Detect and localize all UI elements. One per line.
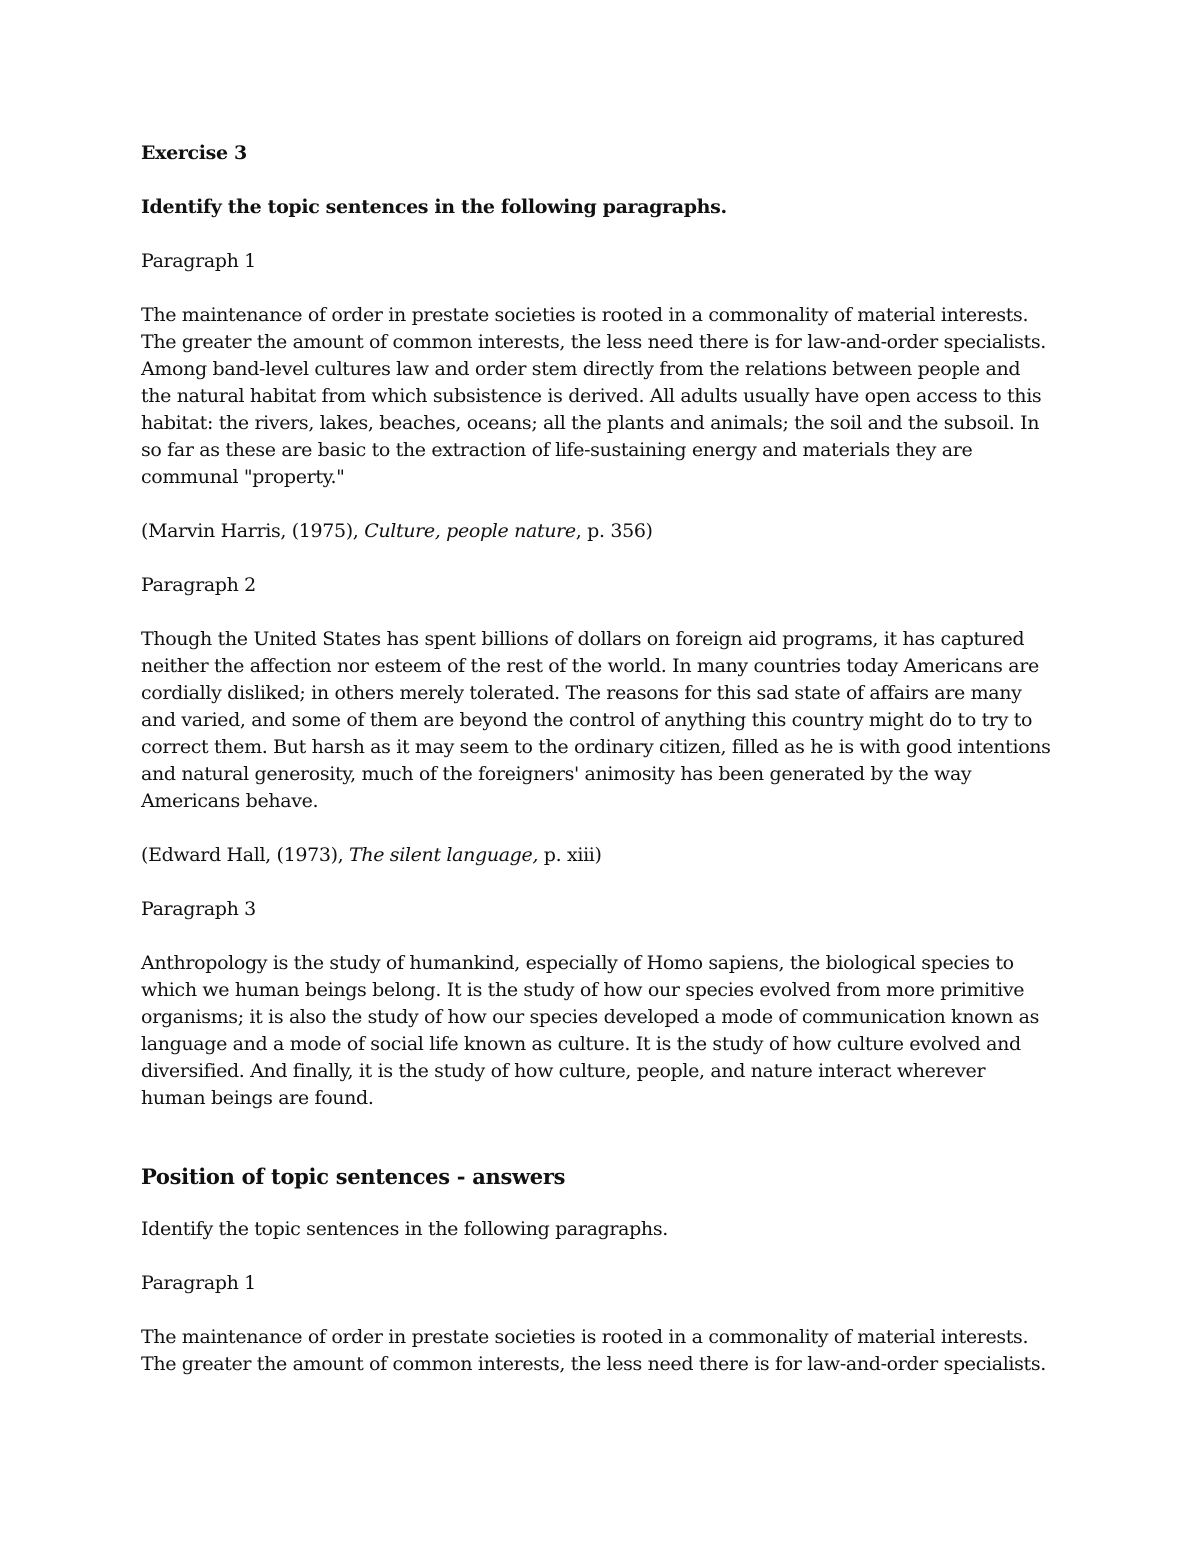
citation-author: (Marvin Harris, (1975), [141, 520, 365, 542]
text-line: habitat: the rivers, lakes, beaches, oceans; all the plants and animals; the soil and the subsoil. In [141, 412, 1040, 434]
text-line: The greater the amount of common interests, the less need there is for law-and-order specialists. [141, 1353, 1046, 1375]
text-line: The maintenance of order in prestate societies is rooted in a commonality of material interests. [141, 304, 1029, 326]
text-line: Though the United States has spent billions of dollars on foreign aid programs, it has captured [141, 628, 1025, 650]
answers-paragraph-text [141, 1324, 1071, 1378]
text-line: Americans behave. [141, 790, 319, 812]
text-line: so far as these are basic to the extraction of life-sustaining energy and materials they are [141, 439, 973, 461]
citation-page: , p. 356) [575, 520, 653, 542]
text-line: communal "property." [141, 466, 345, 488]
document-page [141, 140, 1071, 1405]
paragraph-2-label: Paragraph 2 [141, 574, 256, 596]
answers-instruction: Identify the topic sentences in the following paragraphs. [141, 1218, 668, 1240]
text-line: and natural generosity, much of the foreigners' animosity has been generated by the way [141, 763, 972, 785]
text-line: cordially disliked; in others merely tolerated. The reasons for this sad state of affairs are many [141, 682, 1022, 704]
paragraph-3-label: Paragraph 3 [141, 898, 256, 920]
text-line: The maintenance of order in prestate societies is rooted in a commonality of material interests. [141, 1326, 1029, 1348]
exercise-instruction: Identify the topic sentences in the following paragraphs. [141, 196, 727, 218]
text-line: the natural habitat from which subsistence is derived. All adults usually have open access to this [141, 385, 1042, 407]
answers-heading: Position of topic sentences - answers [141, 1164, 566, 1189]
text-line: diversified. And finally, it is the study of how culture, people, and nature interact wherever [141, 1060, 986, 1082]
text-line: language and a mode of social life known as culture. It is the study of how culture evolved and [141, 1033, 1021, 1055]
paragraph-2-text [141, 626, 1071, 815]
paragraph-2-citation [141, 842, 1071, 869]
paragraph-1-citation [141, 518, 1071, 545]
text-line: which we human beings belong. It is the study of how our species evolved from more primitive [141, 979, 1025, 1001]
text-line: correct them. But harsh as it may seem to the ordinary citizen, filled as he is with good intentions [141, 736, 1051, 758]
text-line: The greater the amount of common interests, the less need there is for law-and-order specialists. [141, 331, 1046, 353]
text-line: Among band-level cultures law and order stem directly from the relations between people and [141, 358, 1021, 380]
citation-author: (Edward Hall, (1973), [141, 844, 350, 866]
answers-paragraph-label: Paragraph 1 [141, 1272, 256, 1294]
paragraph-3-text [141, 950, 1071, 1112]
text-line: neither the affection nor esteem of the rest of the world. In many countries today Americans are [141, 655, 1039, 677]
paragraph-1-text [141, 302, 1071, 491]
paragraph-1-label: Paragraph 1 [141, 250, 256, 272]
text-line: Anthropology is the study of humankind, especially of Homo sapiens, the biological species to [141, 952, 1014, 974]
text-line: and varied, and some of them are beyond the control of anything this country might do to try to [141, 709, 1033, 731]
citation-page: p. xiii) [538, 844, 602, 866]
text-line: organisms; it is also the study of how our species developed a mode of communication known as [141, 1006, 1040, 1028]
citation-title: Culture, people nature [364, 520, 576, 542]
exercise-title: Exercise 3 [141, 142, 247, 164]
text-line: human beings are found. [141, 1087, 374, 1109]
citation-title: The silent language, [349, 844, 539, 866]
